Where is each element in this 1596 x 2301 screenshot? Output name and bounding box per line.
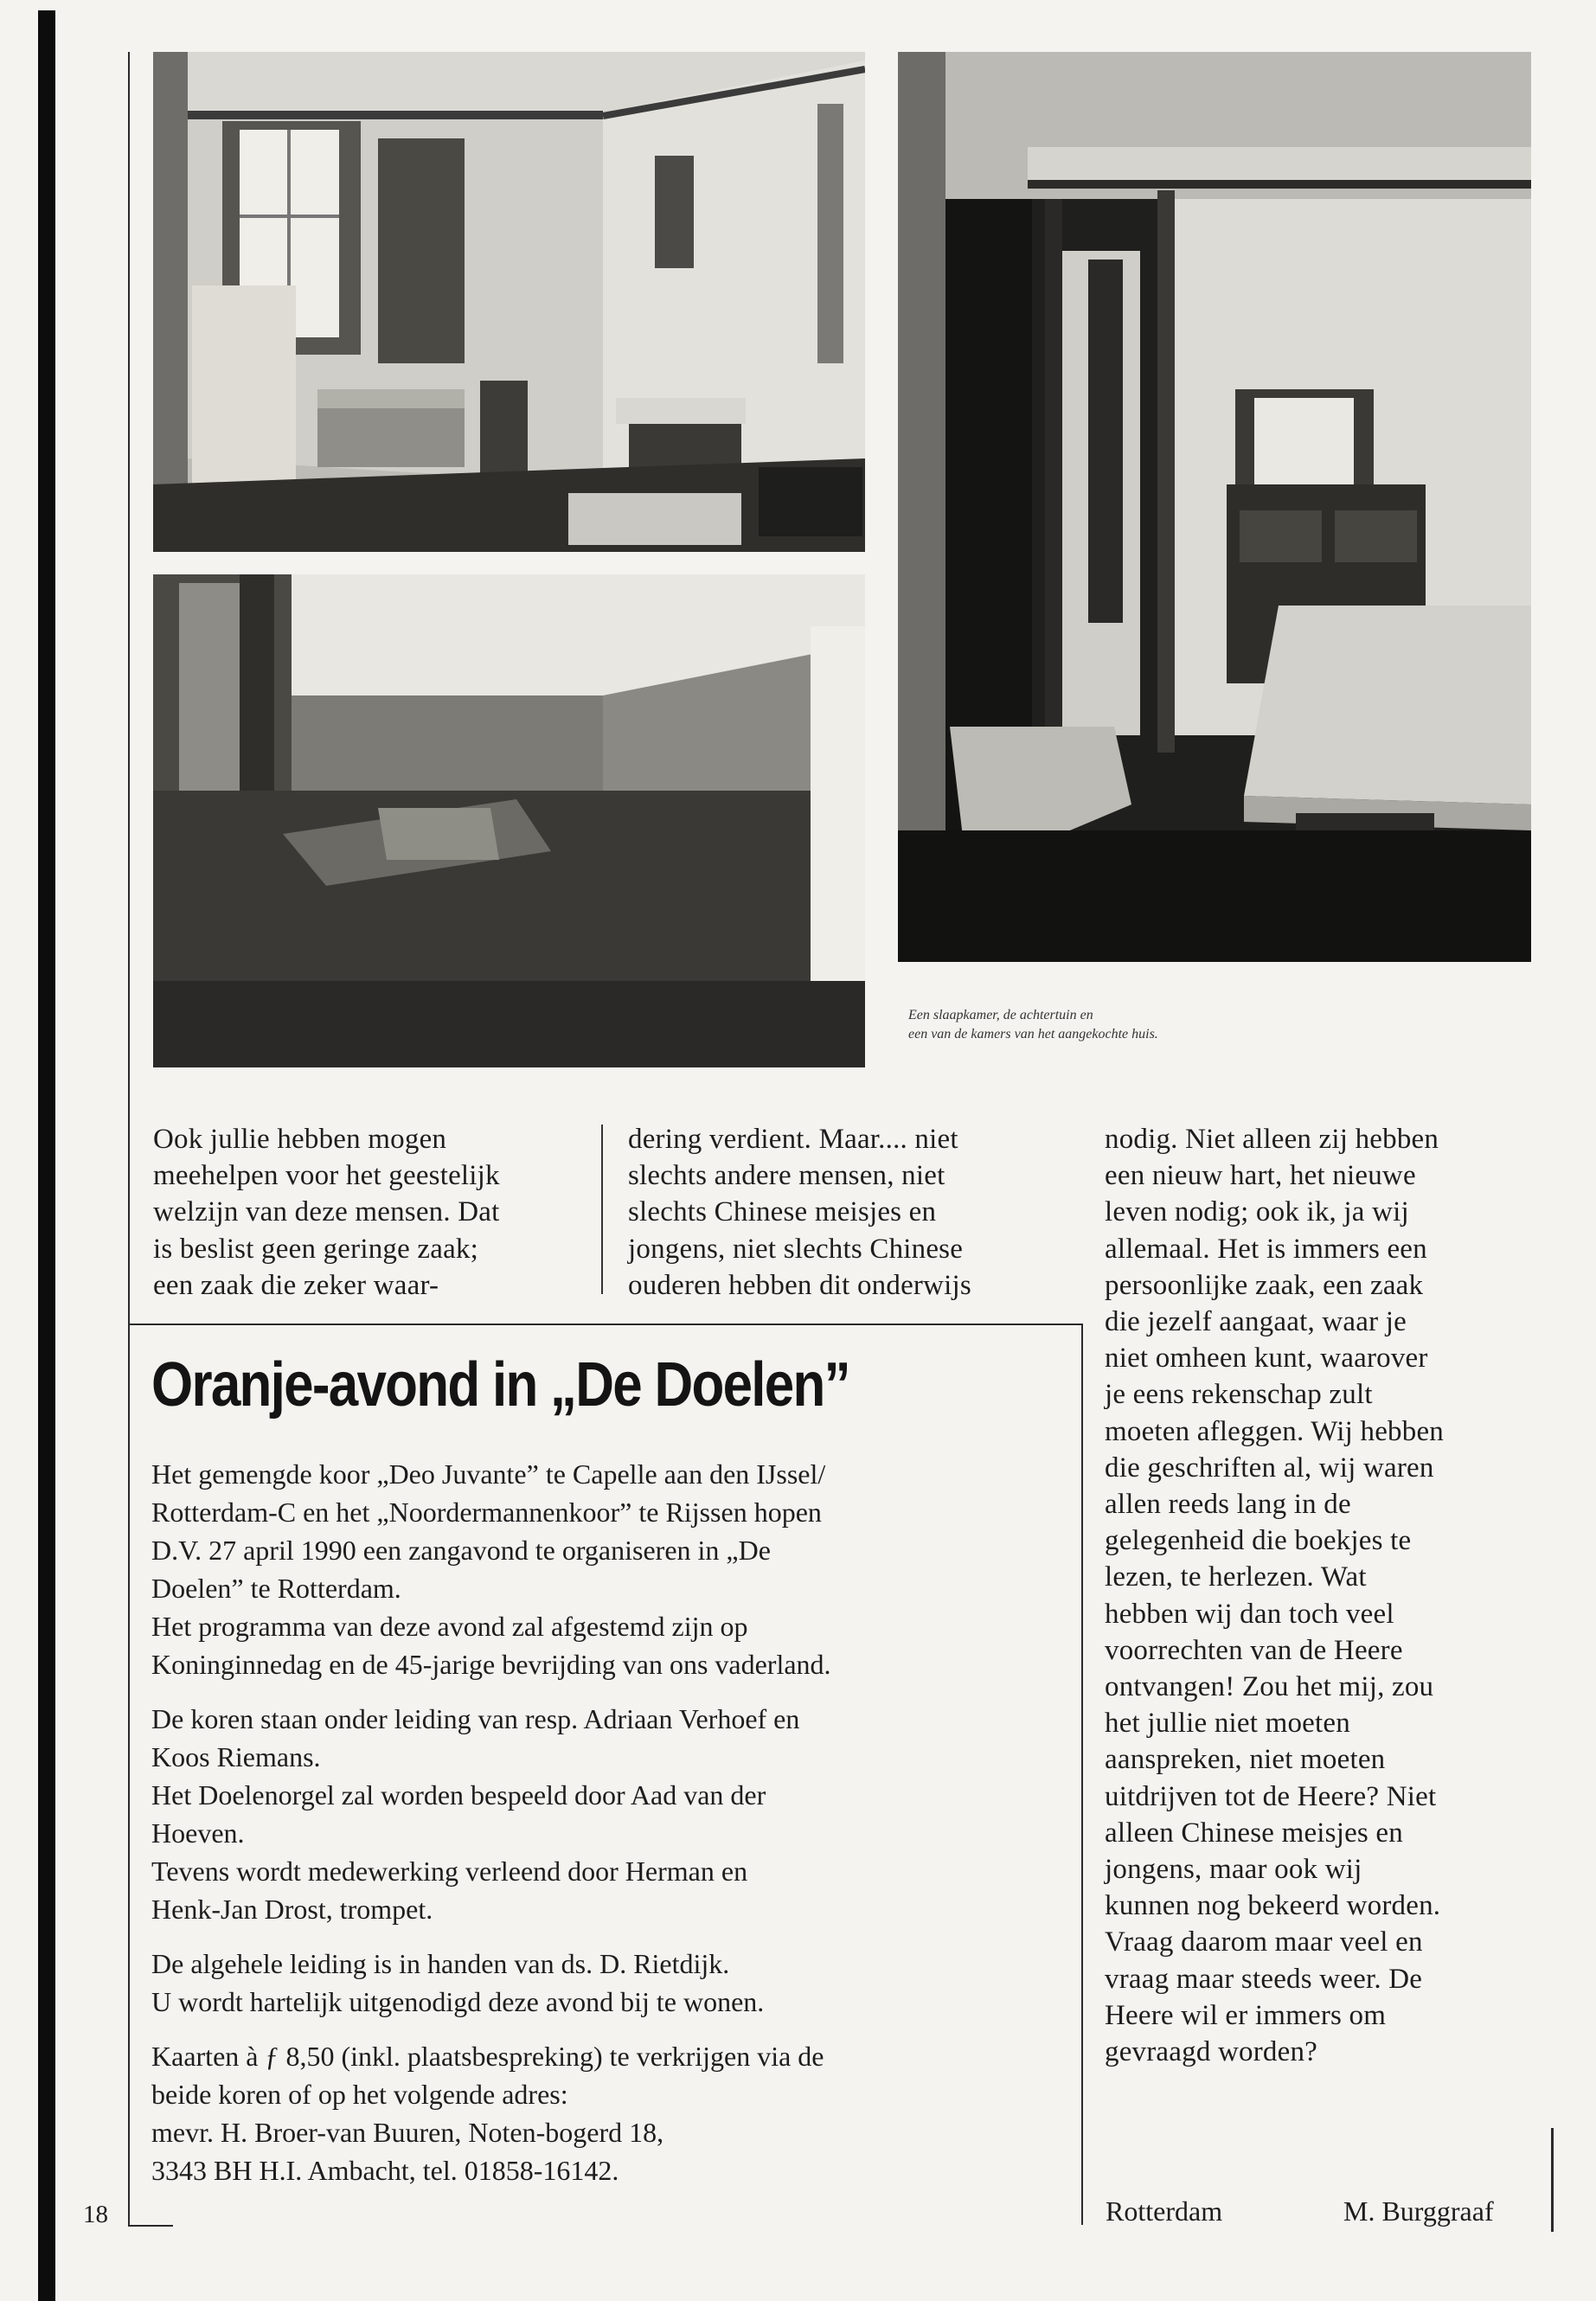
text-line: is beslist geen geringe zaak; [153, 1233, 479, 1265]
text-line: jongens, niet slechts Chinese [628, 1233, 964, 1265]
text-line: Hoeven. [151, 1817, 245, 1849]
text-line: De algehele leiding is in handen van ds. D. Rietdijk. [151, 1948, 730, 1979]
text-line: aanspreken, niet moeten [1105, 1744, 1386, 1776]
text-line: 3343 BH H.I. Ambacht, tel. 01858-16142. [151, 2155, 619, 2186]
text-line: een zaak die zeker waar- [153, 1269, 439, 1301]
text-line: D.V. 27 april 1990 een zangavond te organiseren in „De [151, 1535, 771, 1566]
text-line: allen reeds lang in de [1105, 1489, 1351, 1521]
text-line: slechts Chinese meisjes en [628, 1196, 937, 1228]
announcement-paragraph [151, 1700, 831, 1928]
column-divider [601, 1125, 603, 1294]
text-line: die jezelf aangaat, waar je [1105, 1306, 1407, 1338]
announcement-paragraph [151, 1455, 831, 1683]
text-line: ouderen hebben dit onderwijs [628, 1269, 971, 1301]
text-line: Henk-Jan Drost, trompet. [151, 1894, 433, 1925]
text-line: je eens rekenschap zult [1105, 1379, 1373, 1411]
text-line: die geschriften al, wij waren [1105, 1452, 1434, 1484]
text-line: U wordt hartelijk uitgenodigd deze avond bij te wonen. [151, 1986, 765, 2017]
announcement-title: Oranje-avond in „De Doelen” [151, 1350, 849, 1420]
photo-caption [908, 1006, 1393, 1044]
text-line: beide koren of op het volgende adres: [151, 2079, 568, 2110]
frame-rule-bottom [128, 2225, 173, 2227]
text-line: alleen Chinese meisjes en [1105, 1817, 1403, 1849]
text-line: Koos Riemans. [151, 1741, 321, 1772]
text-line: uitdrijven tot de Heere? Niet [1105, 1780, 1437, 1812]
text-line: Het programma van deze avond zal afgestemd zijn op [151, 1611, 748, 1642]
announcement-paragraph [151, 2037, 831, 2189]
text-line: een nieuw hart, het nieuwe [1105, 1160, 1416, 1192]
frame-rule-left [128, 52, 130, 1367]
text-line: jongens, maar ook wij [1105, 1854, 1362, 1886]
text-line: persoonlijke zaak, een zaak [1105, 1269, 1424, 1301]
caption-line: een van de kamers van het aangekochte huis. [908, 1027, 1158, 1042]
text-line: Vraag daarom maar veel en [1105, 1926, 1423, 1958]
text-line: Ook jullie hebben mogen [153, 1124, 447, 1155]
text-line: lezen, te herlezen. Wat [1105, 1561, 1367, 1593]
text-line: allemaal. Het is immers een [1105, 1233, 1427, 1265]
text-line: De koren staan onder leiding van resp. Adriaan Verhoef en [151, 1703, 800, 1734]
text-line: Heere wil er immers om [1105, 1999, 1387, 2031]
text-line: voorrechten van de Heere [1105, 1634, 1403, 1666]
text-line: niet omheen kunt, waarover [1105, 1343, 1428, 1375]
text-line: gevraagd worden? [1105, 2036, 1317, 2068]
text-line: kunnen nog bekeerd worden. [1105, 1890, 1441, 1922]
text-line: leven nodig; ook ik, ja wij [1105, 1196, 1409, 1228]
text-line: gelegenheid die boekjes te [1105, 1525, 1412, 1557]
text-line: Het gemengde koor „Deo Juvante” te Capelle aan den IJssel/ [151, 1458, 826, 1490]
photo-back-garden [153, 574, 865, 1067]
page-edge-bar [38, 10, 55, 2301]
text-line: Kaarten à ƒ 8,50 (inkl. plaatsbespreking) te verkrijgen via de [151, 2041, 824, 2072]
text-line: moeten afleggen. Wij hebben [1105, 1415, 1444, 1447]
text-line: Rotterdam-C en het „Noordermannenkoor” te Rijssen hopen [151, 1497, 822, 1528]
text-line: Het Doelenorgel zal worden bespeeld door Aad van der [151, 1779, 766, 1811]
text-line: slechts andere mensen, niet [628, 1160, 945, 1192]
author-place: Rotterdam [1106, 2195, 1223, 2227]
text-line: meehelpen voor het geestelijk [153, 1160, 500, 1192]
article-column-1 [153, 1121, 500, 1304]
text-line: nodig. Niet alleen zij hebben [1105, 1124, 1439, 1155]
announcement-body [151, 1455, 831, 2206]
author-name: M. Burggraaf [1343, 2195, 1494, 2227]
article-column-3 [1105, 1121, 1444, 2070]
caption-line: Een slaapkamer, de achtertuin en [908, 1008, 1093, 1022]
text-line: Doelen” te Rotterdam. [151, 1573, 401, 1604]
article-column-2 [628, 1121, 971, 1304]
text-line: ontvangen! Zou het mij, zou [1105, 1671, 1434, 1703]
text-line: mevr. H. Broer-van Buuren, Noten-bogerd 18, [151, 2117, 664, 2148]
announcement-paragraph [151, 1945, 831, 2021]
text-line: welzijn van deze mensen. Dat [153, 1196, 500, 1228]
photo-bedroom [898, 52, 1531, 962]
text-line: Tevens wordt medewerking verleend door Herman en [151, 1856, 748, 1887]
photo-room-interior [153, 52, 865, 552]
frame-rule-right [1551, 2128, 1554, 2232]
text-line: het jullie niet moeten [1105, 1708, 1350, 1740]
text-line: dering verdient. Maar.... niet [628, 1124, 958, 1155]
text-line: vraag maar steeds weer. De [1105, 1963, 1423, 1995]
text-line: hebben wij dan toch veel [1105, 1598, 1394, 1630]
text-line: Koninginnedag en de 45-jarige bevrijding van ons vaderland. [151, 1649, 831, 1680]
page-number: 18 [83, 2201, 108, 2228]
